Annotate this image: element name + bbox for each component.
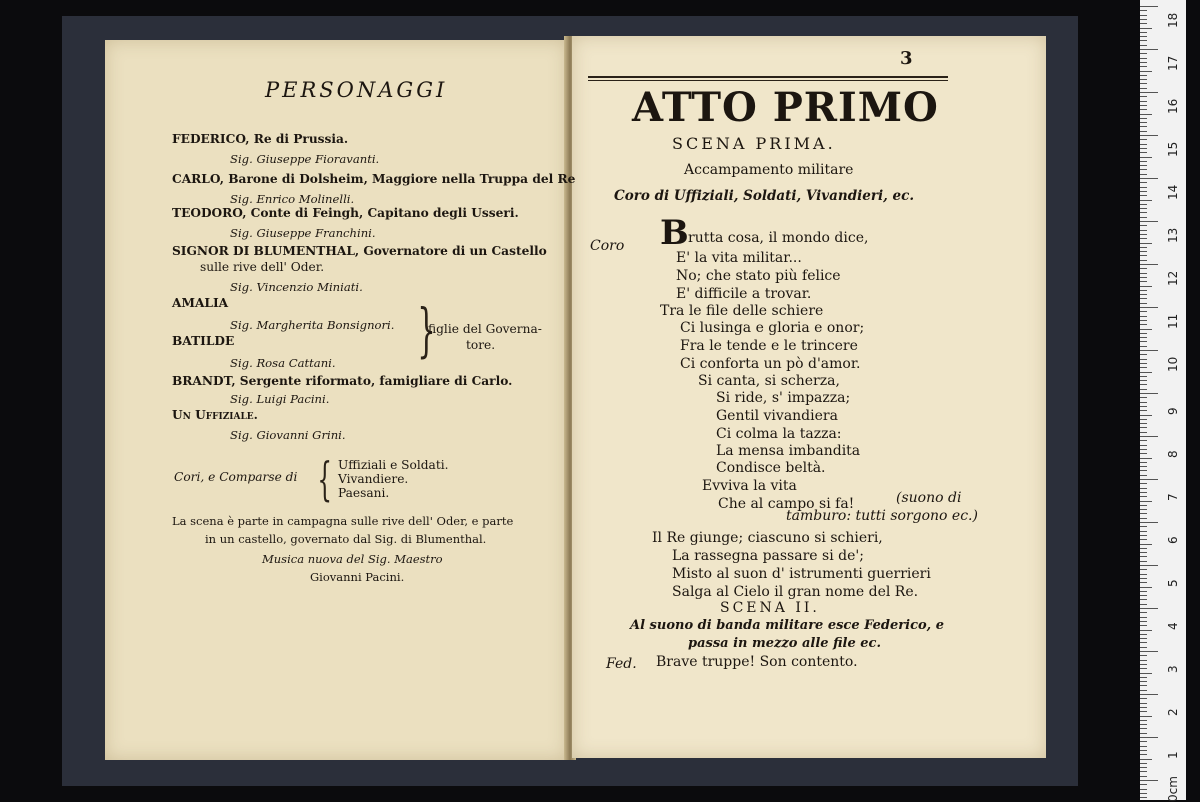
ruler-minor-tick bbox=[1140, 690, 1147, 691]
verse-line: Salga al Cielo il gran nome del Re. bbox=[672, 584, 919, 600]
verse-line: Condisce beltà. bbox=[716, 460, 826, 476]
ruler-minor-tick bbox=[1140, 230, 1147, 231]
act-title: ATTO PRIMO bbox=[632, 84, 939, 131]
ruler-minor-tick bbox=[1140, 384, 1147, 385]
ruler-minor-tick bbox=[1140, 109, 1147, 110]
verse-line: Brave truppe! Son contento. bbox=[656, 654, 858, 670]
ruler-number: 17 bbox=[1166, 55, 1180, 71]
ruler-minor-tick bbox=[1140, 217, 1147, 218]
ruler-minor-tick bbox=[1140, 711, 1147, 712]
ruler-minor-tick bbox=[1140, 83, 1147, 84]
ruler-minor-tick bbox=[1140, 475, 1147, 476]
ruler-minor-tick bbox=[1140, 488, 1147, 489]
ruler-tick bbox=[1140, 780, 1158, 781]
ruler-minor-tick bbox=[1140, 15, 1147, 16]
ruler-minor-tick bbox=[1140, 260, 1147, 261]
ruler-minor-tick bbox=[1140, 707, 1147, 708]
ruler-minor-tick bbox=[1140, 427, 1147, 428]
ruler-minor-tick bbox=[1140, 698, 1147, 699]
ruler-minor-tick bbox=[1140, 251, 1147, 252]
setting-note: La scena è parte in campagna sulle rive dell' Oder, e parte bbox=[172, 514, 514, 528]
ruler-minor-tick bbox=[1140, 290, 1147, 291]
ruler-tick bbox=[1140, 49, 1158, 50]
ruler-number: 5 bbox=[1166, 579, 1180, 587]
verse-line: E' la vita militar... bbox=[676, 250, 802, 266]
ruler-tick bbox=[1140, 6, 1158, 7]
ruler-minor-tick bbox=[1140, 96, 1147, 97]
verse-line: La mensa imbandita bbox=[716, 443, 861, 459]
ruler-minor-tick bbox=[1140, 311, 1147, 312]
ruler-minor-tick bbox=[1140, 316, 1147, 317]
ruler-minor-tick bbox=[1140, 45, 1147, 46]
ruler-minor-tick bbox=[1140, 617, 1147, 618]
ruler-minor-tick bbox=[1140, 268, 1147, 269]
ruler-minor-tick bbox=[1140, 363, 1147, 364]
ruler-tick bbox=[1140, 651, 1158, 652]
ruler-number: 0cm bbox=[1166, 776, 1180, 802]
ruler-tick bbox=[1140, 350, 1158, 351]
verse-line: Che al campo si fa! bbox=[718, 496, 855, 512]
ruler-tick bbox=[1140, 307, 1158, 308]
ruler-number: 9 bbox=[1166, 407, 1180, 415]
ruler-minor-tick bbox=[1140, 509, 1147, 510]
ruler-minor-tick bbox=[1140, 724, 1147, 725]
ruler-minor-tick bbox=[1140, 397, 1147, 398]
ruler-number: 12 bbox=[1166, 270, 1180, 286]
ruler-minor-tick bbox=[1140, 204, 1147, 205]
chorus-characters: Coro di Uffiziali, Soldati, Vivandieri, ec. bbox=[614, 188, 915, 204]
header-rule bbox=[588, 76, 948, 78]
ruler-minor-tick bbox=[1140, 526, 1147, 527]
verse-line: Il Re giunge; ciascuno si schieri, bbox=[652, 530, 883, 546]
ruler-number: 3 bbox=[1166, 665, 1180, 673]
stage-direction-cont: tamburo: tutti sorgono ec.) bbox=[786, 508, 978, 524]
ruler-minor-tick bbox=[1140, 225, 1147, 226]
ruler-minor-tick bbox=[1140, 574, 1147, 575]
ruler-minor-tick bbox=[1140, 423, 1147, 424]
ruler-minor-tick bbox=[1140, 28, 1152, 29]
cast-performer: Sig. Giovanni Grini. bbox=[230, 428, 346, 442]
verse-line: Ci conforta un pò d'amor. bbox=[680, 356, 861, 372]
cast-name: Un Uffiziale. bbox=[172, 408, 258, 422]
verse-line: Fra le tende e le trincere bbox=[680, 338, 858, 354]
ruler-minor-tick bbox=[1140, 681, 1147, 682]
cast-name: BRANDT, Sergente riformato, famigliare di Carlo. bbox=[172, 374, 513, 388]
ruler-minor-tick bbox=[1140, 449, 1147, 450]
ruler-minor-tick bbox=[1140, 587, 1152, 588]
scene-location: Accampamento militare bbox=[684, 162, 854, 178]
ruler-tick bbox=[1140, 92, 1158, 93]
right-brace: } bbox=[417, 296, 436, 364]
verse-line: Evviva la vita bbox=[702, 478, 797, 494]
ruler-minor-tick bbox=[1140, 157, 1152, 158]
stage-direction: (suono di bbox=[896, 490, 962, 506]
cast-name: BATILDE bbox=[172, 334, 235, 348]
ruler-minor-tick bbox=[1140, 539, 1147, 540]
ruler-minor-tick bbox=[1140, 148, 1147, 149]
scene-two-title: SCENA II. bbox=[720, 600, 820, 616]
ruler-minor-tick bbox=[1140, 483, 1147, 484]
ruler-minor-tick bbox=[1140, 432, 1147, 433]
verse-line: Misto al suon d' istrumenti guerrieri bbox=[672, 566, 931, 582]
ruler-minor-tick bbox=[1140, 415, 1152, 416]
ruler-minor-tick bbox=[1140, 578, 1147, 579]
ruler-minor-tick bbox=[1140, 71, 1152, 72]
ruler-minor-tick bbox=[1140, 36, 1147, 37]
left-brace: { bbox=[317, 452, 332, 506]
ruler-minor-tick bbox=[1140, 23, 1147, 24]
ruler-minor-tick bbox=[1140, 406, 1147, 407]
verse-line: No; che stato più felice bbox=[676, 268, 841, 284]
ruler-minor-tick bbox=[1140, 505, 1147, 506]
ruler-tick bbox=[1140, 178, 1158, 179]
ruler-minor-tick bbox=[1140, 763, 1147, 764]
ruler-minor-tick bbox=[1140, 294, 1147, 295]
ruler-minor-tick bbox=[1140, 139, 1147, 140]
ruler-minor-tick bbox=[1140, 789, 1147, 790]
cast-performer: Sig. Enrico Molinelli. bbox=[230, 192, 355, 206]
ruler-tick bbox=[1140, 479, 1158, 480]
ruler-minor-tick bbox=[1140, 466, 1147, 467]
ruler-minor-tick bbox=[1140, 771, 1147, 772]
cast-name: TEODORO, Conte di Feingh, Capitano degli Usseri. bbox=[172, 206, 519, 220]
ruler-number: 10 bbox=[1166, 356, 1180, 372]
ruler-minor-tick bbox=[1140, 668, 1147, 669]
ruler-minor-tick bbox=[1140, 281, 1147, 282]
ruler-minor-tick bbox=[1140, 10, 1147, 11]
ruler-minor-tick bbox=[1140, 329, 1152, 330]
ruler-minor-tick bbox=[1140, 341, 1147, 342]
ruler-number: 8 bbox=[1166, 450, 1180, 458]
daughters-note-cont: tore. bbox=[466, 338, 496, 352]
ruler-minor-tick bbox=[1140, 273, 1147, 274]
ruler-minor-tick bbox=[1140, 776, 1147, 777]
ruler-tick bbox=[1140, 565, 1158, 566]
ruler-minor-tick bbox=[1140, 621, 1147, 622]
ruler-minor-tick bbox=[1140, 191, 1147, 192]
ruler-minor-tick bbox=[1140, 19, 1147, 20]
composer-name: Giovanni Pacini. bbox=[310, 570, 405, 584]
music-credit: Musica nuova del Sig. Maestro bbox=[262, 552, 443, 566]
ruler-tick bbox=[1140, 694, 1158, 695]
ruler-minor-tick bbox=[1140, 535, 1147, 536]
ruler-minor-tick bbox=[1140, 182, 1147, 183]
chorus-label: Cori, e Comparse di bbox=[174, 470, 298, 484]
ruler-minor-tick bbox=[1140, 359, 1147, 360]
cast-name: FEDERICO, Re di Prussia. bbox=[172, 132, 349, 146]
ruler-minor-tick bbox=[1140, 767, 1147, 768]
ruler-minor-tick bbox=[1140, 389, 1147, 390]
ruler-minor-tick bbox=[1140, 561, 1147, 562]
ruler-minor-tick bbox=[1140, 161, 1147, 162]
ruler-minor-tick bbox=[1140, 376, 1147, 377]
ruler-minor-tick bbox=[1140, 741, 1147, 742]
ruler-minor-tick bbox=[1140, 647, 1147, 648]
ruler-minor-tick bbox=[1140, 187, 1147, 188]
chorus-item: Vivandiere. bbox=[338, 472, 409, 486]
verse-line: Ci lusinga e gloria e onor; bbox=[680, 320, 865, 336]
ruler-minor-tick bbox=[1140, 53, 1147, 54]
ruler-minor-tick bbox=[1140, 793, 1147, 794]
ruler-number: 13 bbox=[1166, 227, 1180, 243]
ruler-minor-tick bbox=[1140, 470, 1147, 471]
ruler-minor-tick bbox=[1140, 114, 1152, 115]
speaker-label: Fed. bbox=[606, 656, 637, 672]
verse-line: rutta cosa, il mondo dice, bbox=[688, 230, 869, 246]
ruler-number: 14 bbox=[1166, 184, 1180, 200]
ruler-minor-tick bbox=[1140, 518, 1147, 519]
ruler-minor-tick bbox=[1140, 750, 1147, 751]
ruler-number: 2 bbox=[1166, 708, 1180, 716]
ruler-minor-tick bbox=[1140, 126, 1147, 127]
ruler-number: 6 bbox=[1166, 536, 1180, 544]
ruler-minor-tick bbox=[1140, 174, 1147, 175]
daughters-note: figlie del Governa- bbox=[428, 322, 542, 336]
ruler-minor-tick bbox=[1140, 79, 1147, 80]
ruler-minor-tick bbox=[1140, 144, 1147, 145]
ruler-minor-tick bbox=[1140, 58, 1147, 59]
ruler-minor-tick bbox=[1140, 380, 1147, 381]
ruler-minor-tick bbox=[1140, 630, 1152, 631]
page-number: 3 bbox=[900, 48, 913, 69]
ruler-minor-tick bbox=[1140, 673, 1152, 674]
ruler-minor-tick bbox=[1140, 354, 1147, 355]
ruler-tick bbox=[1140, 135, 1158, 136]
ruler-minor-tick bbox=[1140, 638, 1147, 639]
ruler-minor-tick bbox=[1140, 501, 1152, 502]
ruler-tick bbox=[1140, 737, 1158, 738]
cast-performer: Sig. Giuseppe Fioravanti. bbox=[230, 152, 380, 166]
scene-two-direction-cont: passa in mezzo alle file ec. bbox=[688, 636, 882, 651]
verse-line: Si canta, si scherza, bbox=[698, 373, 840, 389]
ruler-minor-tick bbox=[1140, 324, 1147, 325]
ruler-minor-tick bbox=[1140, 548, 1147, 549]
ruler-minor-tick bbox=[1140, 720, 1147, 721]
scene-two-direction: Al suono di banda militare esce Federico, e bbox=[630, 618, 944, 633]
ruler-minor-tick bbox=[1140, 298, 1147, 299]
ruler-minor-tick bbox=[1140, 660, 1147, 661]
ruler-minor-tick bbox=[1140, 346, 1147, 347]
ruler-number: 1 bbox=[1166, 751, 1180, 759]
ruler-minor-tick bbox=[1140, 625, 1147, 626]
verse-line: La rassegna passare si de'; bbox=[672, 548, 864, 564]
ruler-minor-tick bbox=[1140, 634, 1147, 635]
ruler-minor-tick bbox=[1140, 733, 1147, 734]
ruler-tick bbox=[1140, 264, 1158, 265]
verse-line: E' difficile a trovar. bbox=[676, 286, 812, 302]
ruler-minor-tick bbox=[1140, 255, 1147, 256]
ruler-minor-tick bbox=[1140, 303, 1147, 304]
ruler-minor-tick bbox=[1140, 685, 1147, 686]
cast-name: CARLO, Barone di Dolsheim, Maggiore nella Truppa del Re bbox=[172, 172, 576, 186]
cast-performer: Sig. Giuseppe Franchini. bbox=[230, 226, 376, 240]
ruler-minor-tick bbox=[1140, 492, 1147, 493]
ruler-minor-tick bbox=[1140, 599, 1147, 600]
ruler-number: 7 bbox=[1166, 493, 1180, 501]
ruler-minor-tick bbox=[1140, 655, 1147, 656]
cast-name: AMALIA bbox=[172, 296, 229, 310]
ruler-minor-tick bbox=[1140, 582, 1147, 583]
ruler-minor-tick bbox=[1140, 419, 1147, 420]
ruler-minor-tick bbox=[1140, 595, 1147, 596]
verse-line: Ci colma la tazza: bbox=[716, 426, 842, 442]
verse-line: Si ride, s' impazza; bbox=[716, 390, 851, 406]
verse-line: Tra le file delle schiere bbox=[660, 303, 824, 319]
ruler-minor-tick bbox=[1140, 66, 1147, 67]
ruler-minor-tick bbox=[1140, 88, 1147, 89]
personaggi-heading: PERSONAGGI bbox=[265, 78, 448, 102]
ruler-number: 4 bbox=[1166, 622, 1180, 630]
ruler-minor-tick bbox=[1140, 243, 1152, 244]
ruler-minor-tick bbox=[1140, 677, 1147, 678]
ruler-minor-tick bbox=[1140, 247, 1147, 248]
ruler-minor-tick bbox=[1140, 591, 1147, 592]
cast-performer: Sig. Margherita Bonsignori. bbox=[230, 318, 395, 332]
ruler-minor-tick bbox=[1140, 165, 1147, 166]
ruler-minor-tick bbox=[1140, 797, 1147, 798]
ruler-minor-tick bbox=[1140, 496, 1147, 497]
ruler-minor-tick bbox=[1140, 784, 1147, 785]
ruler-minor-tick bbox=[1140, 333, 1147, 334]
ruler-minor-tick bbox=[1140, 320, 1147, 321]
ruler-minor-tick bbox=[1140, 32, 1147, 33]
ruler-minor-tick bbox=[1140, 277, 1147, 278]
cast-name-continued: sulle rive dell' Oder. bbox=[200, 260, 325, 274]
ruler-minor-tick bbox=[1140, 286, 1152, 287]
ruler-minor-tick bbox=[1140, 513, 1147, 514]
ruler-minor-tick bbox=[1140, 169, 1147, 170]
ruler-minor-tick bbox=[1140, 642, 1147, 643]
ruler-minor-tick bbox=[1140, 453, 1147, 454]
ruler-minor-tick bbox=[1140, 402, 1147, 403]
ruler-minor-tick bbox=[1140, 664, 1147, 665]
ruler-minor-tick bbox=[1140, 238, 1147, 239]
ruler-minor-tick bbox=[1140, 440, 1147, 441]
setting-note-cont: in un castello, governato dal Sig. di Blumenthal. bbox=[205, 532, 487, 546]
ruler-number: 18 bbox=[1166, 12, 1180, 28]
chorus-item: Paesani. bbox=[338, 486, 390, 500]
ruler-minor-tick bbox=[1140, 556, 1147, 557]
measuring-ruler bbox=[1140, 0, 1186, 800]
header-rule-thin bbox=[588, 80, 948, 81]
ruler-minor-tick bbox=[1140, 759, 1152, 760]
drop-cap: B bbox=[660, 213, 689, 253]
ruler-minor-tick bbox=[1140, 410, 1147, 411]
ruler-minor-tick bbox=[1140, 131, 1147, 132]
ruler-tick bbox=[1140, 608, 1158, 609]
ruler-minor-tick bbox=[1140, 62, 1147, 63]
verse-line: Gentil vivandiera bbox=[716, 408, 838, 424]
ruler-minor-tick bbox=[1140, 101, 1147, 102]
ruler-minor-tick bbox=[1140, 367, 1147, 368]
ruler-number: 16 bbox=[1166, 98, 1180, 114]
cast-performer: Sig. Vincenzio Miniati. bbox=[230, 280, 363, 294]
ruler-minor-tick bbox=[1140, 746, 1147, 747]
chorus-item: Uffiziali e Soldati. bbox=[338, 458, 449, 472]
ruler-minor-tick bbox=[1140, 118, 1147, 119]
ruler-minor-tick bbox=[1140, 105, 1147, 106]
ruler-tick bbox=[1140, 522, 1158, 523]
ruler-minor-tick bbox=[1140, 754, 1147, 755]
ruler-minor-tick bbox=[1140, 544, 1152, 545]
ruler-minor-tick bbox=[1140, 569, 1147, 570]
speaker-label: Coro bbox=[590, 238, 625, 254]
ruler-tick bbox=[1140, 393, 1158, 394]
ruler-minor-tick bbox=[1140, 234, 1147, 235]
ruler-number: 11 bbox=[1166, 313, 1180, 329]
ruler-minor-tick bbox=[1140, 604, 1147, 605]
ruler-minor-tick bbox=[1140, 716, 1152, 717]
ruler-minor-tick bbox=[1140, 200, 1152, 201]
ruler-minor-tick bbox=[1140, 462, 1147, 463]
ruler-minor-tick bbox=[1140, 40, 1147, 41]
ruler-minor-tick bbox=[1140, 152, 1147, 153]
ruler-minor-tick bbox=[1140, 75, 1147, 76]
scene-title: SCENA PRIMA. bbox=[672, 134, 836, 153]
ruler-minor-tick bbox=[1140, 208, 1147, 209]
ruler-tick bbox=[1140, 221, 1158, 222]
ruler-minor-tick bbox=[1140, 703, 1147, 704]
ruler-minor-tick bbox=[1140, 445, 1147, 446]
ruler-minor-tick bbox=[1140, 531, 1147, 532]
cast-performer: Sig. Rosa Cattani. bbox=[230, 356, 336, 370]
ruler-minor-tick bbox=[1140, 552, 1147, 553]
ruler-minor-tick bbox=[1140, 122, 1147, 123]
left-page bbox=[105, 40, 567, 760]
ruler-tick bbox=[1140, 436, 1158, 437]
cast-performer: Sig. Luigi Pacini. bbox=[230, 392, 330, 406]
ruler-minor-tick bbox=[1140, 195, 1147, 196]
ruler-minor-tick bbox=[1140, 612, 1147, 613]
ruler-minor-tick bbox=[1140, 372, 1152, 373]
ruler-minor-tick bbox=[1140, 337, 1147, 338]
ruler-minor-tick bbox=[1140, 212, 1147, 213]
ruler-number: 15 bbox=[1166, 141, 1180, 157]
ruler-minor-tick bbox=[1140, 728, 1147, 729]
cast-name: SIGNOR DI BLUMENTHAL, Governatore di un Castello bbox=[172, 244, 547, 258]
ruler-minor-tick bbox=[1140, 458, 1152, 459]
